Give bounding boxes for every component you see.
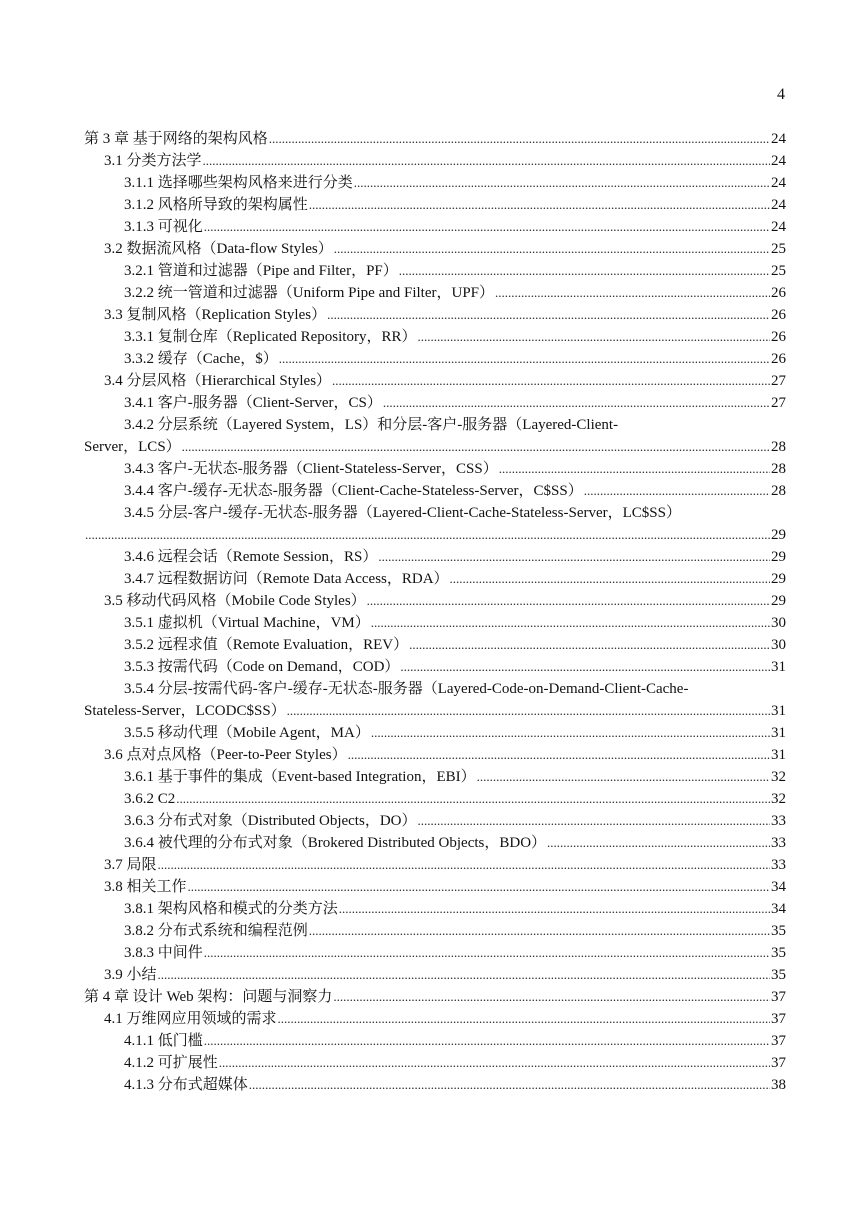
toc-entry[interactable] [84,260,786,282]
dot-leader [219,1052,770,1074]
dot-leader [495,282,770,304]
toc-page-number: 29 [771,527,786,543]
toc-entry-title: 第 4 章 设计 Web 架构：问题与洞察力 [84,989,333,1005]
toc-page-number: 27 [771,373,786,389]
dot-leader [334,238,770,260]
toc-entry-title: 3.1 分类方法学 [104,153,202,169]
toc-entry-title: 4.1.3 分布式超媒体 [124,1077,248,1093]
toc-entry[interactable] [84,238,786,260]
toc-entry-title: 3.4.6 远程会话（Remote Session，RS） [124,549,378,565]
toc-page-number: 29 [771,549,786,565]
toc-entry-title: 3.5.2 远程求值（Remote Evaluation，REV） [124,637,409,653]
toc-entry-title: 3.6 点对点风格（Peer-to-Peer Styles） [104,747,347,763]
dot-leader [182,436,770,458]
toc-entry[interactable] [84,414,786,458]
toc-page-number: 37 [771,1055,786,1071]
toc-page-number: 37 [771,1033,786,1049]
toc-page-number: 37 [771,989,786,1005]
toc-page-number: 34 [771,879,786,895]
dot-leader [333,986,770,1008]
toc-entry[interactable] [84,590,786,612]
toc-page-number: 31 [771,725,786,741]
toc-page-number: 28 [771,483,786,499]
dot-leader [332,370,770,392]
toc-page-number: 35 [771,945,786,961]
toc-entry[interactable] [84,854,786,876]
toc-entry-title: 3.8.2 分布式系统和编程范例 [124,923,308,939]
toc-entry[interactable] [84,546,786,568]
dot-leader [409,634,770,656]
toc-entry-title: 3.4.2 分层系统（Layered System，LS）和分层-客户-服务器（Layered-Client- [124,417,619,433]
toc-entry[interactable] [84,1074,786,1096]
toc-entry[interactable] [84,678,786,722]
dot-leader [269,128,770,150]
toc-entry-title: 3.4.1 客户-服务器（Client-Server，CS） [124,395,382,411]
dot-leader [279,348,770,370]
toc-entry-title-continued: Server，LCS） [84,439,181,455]
toc-entry-title: 3.4.7 远程数据访问（Remote Data Access，RDA） [124,571,449,587]
toc-entry-title: 3.5 移动代码风格（Mobile Code Styles） [104,593,366,609]
toc-entry[interactable] [84,370,786,392]
toc-entry[interactable] [84,1052,786,1074]
dot-leader [203,150,770,172]
toc-entry-title: 3.4.4 客户-缓存-无状态-服务器（Client-Cache-Stateless-Server，C$SS） [124,483,583,499]
toc-page-number: 34 [771,901,786,917]
dot-leader [450,568,770,590]
toc-entry-title: 3.8.3 中间件 [124,945,203,961]
table-of-contents [84,128,786,1096]
dot-leader [371,722,770,744]
toc-page-number: 33 [771,835,786,851]
dot-leader [399,260,770,282]
dot-leader [309,194,770,216]
toc-entry[interactable] [84,304,786,326]
dot-leader [371,612,770,634]
toc-entry[interactable] [84,744,786,766]
toc-page-number: 32 [771,769,786,785]
dot-leader [584,480,770,502]
toc-page-number: 24 [771,197,786,213]
toc-page-number: 24 [771,219,786,235]
toc-page-number: 31 [771,747,786,763]
toc-entry-title: 3.3.1 复制仓库（Replicated Repository，RR） [124,329,417,345]
toc-entry-title: 3.1.3 可视化 [124,219,203,235]
toc-page-number: 26 [771,285,786,301]
toc-entry-title: 第 3 章 基于网络的架构风格 [84,131,268,147]
toc-page-number: 35 [771,967,786,983]
toc-page-number: 28 [771,461,786,477]
toc-page-number: 24 [771,131,786,147]
dot-leader [158,854,770,876]
toc-entry-title: 3.2.1 管道和过滤器（Pipe and Filter，PF） [124,263,398,279]
dot-leader [378,546,770,568]
toc-entry[interactable] [84,920,786,942]
dot-leader [176,788,770,810]
dot-leader [249,1074,770,1096]
toc-entry[interactable] [84,282,786,304]
toc-entry[interactable] [84,348,786,370]
toc-entry[interactable] [84,502,786,546]
toc-page-number: 33 [771,857,786,873]
dot-leader [499,458,770,480]
dot-leader [204,942,770,964]
toc-page-number: 31 [771,659,786,675]
toc-entry[interactable] [84,942,786,964]
toc-entry[interactable] [84,986,786,1008]
toc-entry-title: 3.4 分层风格（Hierarchical Styles） [104,373,332,389]
toc-page-number: 24 [771,175,786,191]
toc-page-number: 30 [771,615,786,631]
toc-entry-title: 3.6.2 C2 [124,791,176,807]
dot-leader [309,920,770,942]
toc-entry[interactable] [84,766,786,788]
dot-leader [278,1008,770,1030]
toc-entry[interactable] [84,612,786,634]
toc-page-number: 32 [771,791,786,807]
toc-entry[interactable] [84,194,786,216]
toc-entry[interactable] [84,150,786,172]
toc-entry-title: 3.2 数据流风格（Data-flow Styles） [104,241,333,257]
dot-leader [383,392,770,414]
toc-entry-title: 3.2.2 统一管道和过滤器（Uniform Pipe and Filter，UPF） [124,285,494,301]
toc-entry-title: 3.6.1 基于事件的集成（Event-based Integration，EBI） [124,769,476,785]
dot-leader [417,810,770,832]
dot-leader [287,700,770,722]
toc-page-number: 29 [771,593,786,609]
toc-entry-title: 3.5.3 按需代码（Code on Demand，COD） [124,659,400,675]
toc-page-number: 26 [771,329,786,345]
toc-page-number: 28 [771,439,786,455]
toc-entry[interactable] [84,216,786,238]
toc-page-number: 38 [771,1077,786,1093]
dot-leader [547,832,770,854]
toc-entry-title: 3.4.3 客户-无状态-服务器（Client-Stateless-Server，CSS） [124,461,498,477]
dot-leader [400,656,770,678]
toc-page-number: 26 [771,351,786,367]
toc-entry[interactable] [84,964,786,986]
toc-page-number: 37 [771,1011,786,1027]
toc-entry-title: 3.9 小结 [104,967,157,983]
toc-page-number: 30 [771,637,786,653]
toc-entry-title: 3.1.2 风格所导致的架构属性 [124,197,308,213]
toc-entry-title: 4.1.1 低门槛 [124,1033,203,1049]
toc-page-number: 31 [771,703,786,719]
toc-entry[interactable] [84,326,786,348]
toc-entry-title: 3.7 局限 [104,857,157,873]
toc-entry-title: 3.5.1 虚拟机（Virtual Machine，VM） [124,615,370,631]
toc-entry[interactable] [84,788,786,810]
toc-page-number: 33 [771,813,786,829]
dot-leader [158,964,770,986]
dot-leader [204,1030,770,1052]
toc-entry-title: 3.4.5 分层-客户-缓存-无状态-服务器（Layered-Client-Cache-Stateless-Server，LC$SS） [124,505,681,521]
toc-entry-title: 4.1 万维网应用领域的需求 [104,1011,277,1027]
toc-entry-title: 4.1.2 可扩展性 [124,1055,218,1071]
toc-entry[interactable] [84,722,786,744]
toc-entry-title: 3.8 相关工作 [104,879,187,895]
toc-entry-title: 3.1.1 选择哪些架构风格来进行分类 [124,175,353,191]
toc-entry-title: 3.8.1 架构风格和模式的分类方法 [124,901,338,917]
toc-entry[interactable] [84,568,786,590]
toc-page-number: 27 [771,395,786,411]
toc-page-number: 26 [771,307,786,323]
toc-entry[interactable] [84,810,786,832]
toc-entry[interactable] [84,656,786,678]
dot-leader [367,590,770,612]
toc-entry-title: 3.6.3 分布式对象（Distributed Objects，DO） [124,813,417,829]
dot-leader [477,766,770,788]
toc-entry[interactable] [84,832,786,854]
dot-leader [204,216,770,238]
toc-entry-title: 3.5.4 分层-按需代码-客户-缓存-无状态-服务器（Layered-Code-on-Demand-Client-Cache- [124,681,689,697]
toc-entry[interactable] [84,1030,786,1052]
toc-entry[interactable] [84,634,786,656]
dot-leader [327,304,770,326]
toc-entry[interactable] [84,480,786,502]
dot-leader [85,524,770,546]
toc-entry[interactable] [84,458,786,480]
toc-entry-title: 3.3.2 缓存（Cache，$） [124,351,278,367]
toc-entry[interactable] [84,1008,786,1030]
toc-entry[interactable] [84,392,786,414]
toc-page-number: 35 [771,923,786,939]
toc-entry[interactable] [84,128,786,150]
toc-page-number: 29 [771,571,786,587]
dot-leader [417,326,770,348]
toc-entry[interactable] [84,898,786,920]
toc-page-number: 25 [771,241,786,257]
toc-entry-title: 3.5.5 移动代理（Mobile Agent，MA） [124,725,370,741]
dot-leader [348,744,770,766]
toc-entry-title-continued: Stateless-Server，LCODC$SS） [84,703,286,719]
toc-page-number: 25 [771,263,786,279]
dot-leader [188,876,770,898]
dot-leader [339,898,770,920]
page-number: 4 [777,86,785,103]
toc-entry-title: 3.3 复制风格（Replication Styles） [104,307,327,323]
toc-entry[interactable] [84,876,786,898]
toc-entry-title: 3.6.4 被代理的分布式对象（Brokered Distributed Objects，BDO） [124,835,547,851]
toc-page-number: 24 [771,153,786,169]
toc-entry[interactable] [84,172,786,194]
dot-leader [354,172,770,194]
